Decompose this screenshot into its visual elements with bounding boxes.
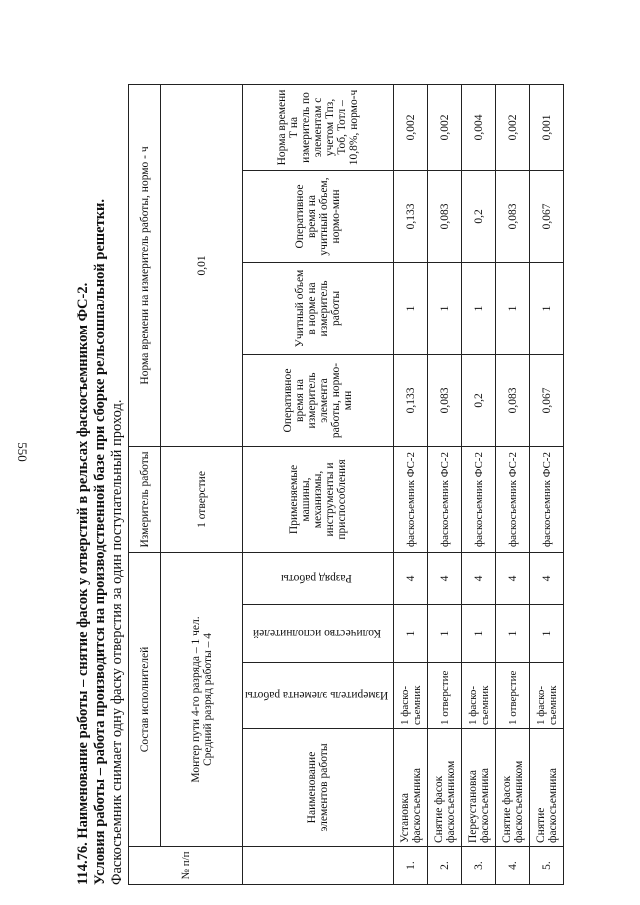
row-element-name: Установка фаскосъемника xyxy=(394,729,428,847)
row-element-name: Переустановка фаскосъемника xyxy=(462,729,496,847)
row-count: 1 xyxy=(428,605,462,663)
row-norm: 0,002 xyxy=(496,84,530,170)
heading-block xyxy=(75,85,126,885)
norm-value: 0,01 xyxy=(161,84,243,446)
row-volume: 1 xyxy=(394,262,428,354)
row-op-time: 0,083 xyxy=(428,354,462,446)
norm-table xyxy=(128,84,564,885)
row-volume: 1 xyxy=(496,262,530,354)
row-op-volume: 0,083 xyxy=(428,170,462,262)
row-element-name: Снятие фасок фаскосъемником xyxy=(496,729,530,847)
header-staff-group: Состав исполнителей xyxy=(129,552,161,846)
table-row xyxy=(462,84,496,884)
row-norm: 0,002 xyxy=(394,84,428,170)
row-machine: фаскосъемник ФС-2 xyxy=(394,446,428,552)
staff-line-2: Средний разряд работы – 4 xyxy=(201,632,214,767)
work-title: 114.76. Наименование работы – снятие фасок у отверстий в рельсах фаскосъемником ФС-2. xyxy=(75,282,91,885)
row-meter: 1 фаско-съемник xyxy=(394,663,428,729)
row-norm: 0,004 xyxy=(462,84,496,170)
row-element-name: Снятие фасок фаскосъемником xyxy=(428,729,462,847)
row-machine: фаскосъемник ФС-2 xyxy=(462,446,496,552)
row-op-volume: 0,133 xyxy=(394,170,428,262)
row-count: 1 xyxy=(394,605,428,663)
row-norm: 0,001 xyxy=(530,84,564,170)
table-row xyxy=(496,84,530,884)
header-performers-count: Количество исполнителей xyxy=(243,605,394,663)
table-row xyxy=(428,84,462,884)
header-norm-group: Норма времени на измеритель работы, нормо - ч xyxy=(129,84,161,446)
row-machine: фаскосъемник ФС-2 xyxy=(428,446,462,552)
row-volume: 1 xyxy=(462,262,496,354)
row-grade: 4 xyxy=(530,552,564,604)
header-op-time: Оперативное время на измеритель элемента работы, нормо-мин xyxy=(243,354,394,446)
header-work-grade: Разряд работы xyxy=(243,552,394,604)
staff-composition xyxy=(161,552,243,846)
row-op-time: 0,067 xyxy=(530,354,564,446)
page-number: 550 xyxy=(15,442,30,462)
row-count: 1 xyxy=(530,605,564,663)
row-meter: 1 фаско-съемник xyxy=(530,663,564,729)
row-meter: 1 отверстие xyxy=(496,663,530,729)
work-note: Фаскосъемник снимает одну фаску отверстия за один поступательный проход. xyxy=(109,399,125,885)
rotated-page-content xyxy=(75,85,560,885)
header-element-name: Наименование элементов работы xyxy=(243,729,394,847)
row-count: 1 xyxy=(462,605,496,663)
header-element-meter: Измеритель элемента работы xyxy=(243,663,394,729)
header-work-meter-group: Измеритель работы xyxy=(129,446,161,552)
row-op-volume: 0,083 xyxy=(496,170,530,262)
table-row xyxy=(394,84,428,884)
row-machine: фаскосъемник ФС-2 xyxy=(496,446,530,552)
header-machines: Применяемые машины, механизмы, инструменты и приспособления xyxy=(243,446,394,552)
header-num: № п/п xyxy=(129,847,243,885)
row-element-name: Снятие фаскосъемника xyxy=(530,729,564,847)
row-volume: 1 xyxy=(428,262,462,354)
row-num: 4. xyxy=(496,847,530,885)
row-num: 3. xyxy=(462,847,496,885)
row-num: 5. xyxy=(530,847,564,885)
row-op-volume: 0,067 xyxy=(530,170,564,262)
header-norm-time: Норма времени Т на измеритель по элементам с учетом Тпз, Тоб, Тотл – 10,8%, нормо-ч xyxy=(243,84,394,170)
header-op-time-volume: Оперативное время на учитный объем, нормо-мин xyxy=(243,170,394,262)
row-grade: 4 xyxy=(428,552,462,604)
table-row xyxy=(530,84,564,884)
row-num: 1. xyxy=(394,847,428,885)
row-op-time: 0,083 xyxy=(496,354,530,446)
row-op-time: 0,133 xyxy=(394,354,428,446)
row-norm: 0,002 xyxy=(428,84,462,170)
row-machine: фаскосъемник ФС-2 xyxy=(530,446,564,552)
row-op-time: 0,2 xyxy=(462,354,496,446)
row-grade: 4 xyxy=(496,552,530,604)
work-meter-value: 1 отверстие xyxy=(161,446,243,552)
row-meter: 1 фаско-съемник xyxy=(462,663,496,729)
row-op-volume: 0,2 xyxy=(462,170,496,262)
row-grade: 4 xyxy=(394,552,428,604)
row-num: 2. xyxy=(428,847,462,885)
row-meter: 1 отверстие xyxy=(428,663,462,729)
row-volume: 1 xyxy=(530,262,564,354)
row-count: 1 xyxy=(496,605,530,663)
work-conditions: Условия работы – работа производится на производственной базе при сборке рельсошпальной решетки. xyxy=(92,198,108,885)
staff-line-1: Монтер пути 4-го разряда – 1 чел. xyxy=(189,616,202,783)
header-num-blank xyxy=(243,847,394,885)
row-grade: 4 xyxy=(462,552,496,604)
header-counted-volume: Учитный объем в норме на измеритель работы xyxy=(243,262,394,354)
